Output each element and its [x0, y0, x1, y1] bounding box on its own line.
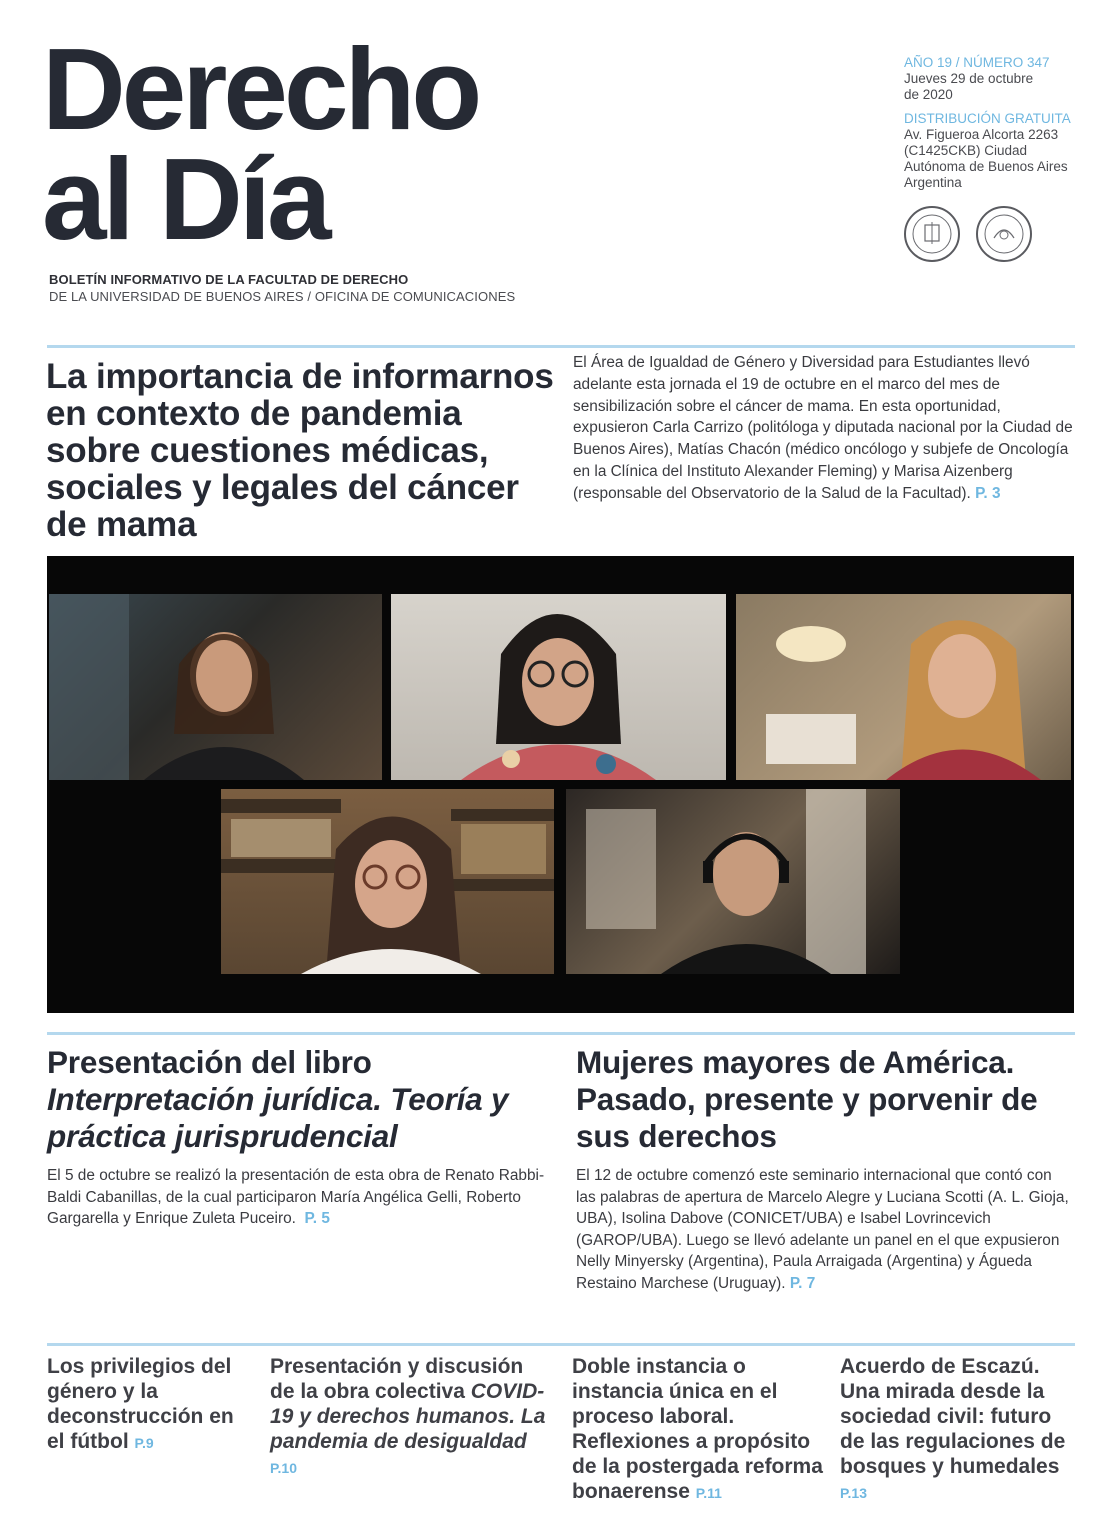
book-headline-plain: Presentación del libro [47, 1044, 372, 1080]
teaser-headline-italic: COVID-19 y derechos humanos. La pandemia de desigualdad [270, 1380, 546, 1453]
participant-tile [566, 789, 900, 974]
address-line: Argentina [904, 175, 962, 190]
teaser-labor-process[interactable] [572, 1354, 828, 1506]
teaser-page-ref: P.11 [695, 1485, 722, 1501]
book-article-body [47, 1165, 557, 1230]
lead-body [573, 352, 1073, 505]
lead-headline: La importancia de informarnos en contexto de pandemia sobre cuestiones médicas, sociales y legales del cáncer de mama [46, 357, 554, 544]
university-seal-icon [976, 206, 1032, 262]
issue-number: AÑO 19 / NÚMERO 347 [904, 55, 1050, 70]
teaser-headline: Presentación y discusión de la obra colectiva [270, 1355, 524, 1403]
participant-tile [221, 789, 554, 974]
book-headline-title: Interpretación jurídica. Teoría y práctica jurisprudencial [47, 1081, 509, 1154]
video-call-photo [47, 556, 1074, 1013]
masthead-title-line2: al Día [42, 134, 328, 264]
participant-tile [49, 594, 382, 780]
women-article [576, 1044, 1074, 1294]
lead-body-text: El Área de Igualdad de Género y Diversidad para Estudiantes llevó adelante esta jornada el 19 de octubre en el marco del mes de sensibilización sobre el cáncer de mama. En esta oportunidad, expusieron Carla Carrizo (politóloga y diputada nacional por la Ciudad de Buenos Aires), Matías Chacón (médico oncólogo y subjefe de Oncología en la Clínica del Instituto Alexander Fleming) y Marisa Aizenberg (responsable del Observatorio de la Salud de la Facultad). [573, 354, 1073, 502]
teaser-football[interactable] [47, 1354, 247, 1456]
teaser-page-ref: P.10 [270, 1460, 297, 1476]
masthead-title-line1: Derecho [42, 24, 479, 154]
address-line: Av. Figueroa Alcorta 2263 [904, 127, 1059, 142]
teaser-escazu[interactable] [840, 1354, 1072, 1506]
address-line: Autónoma de Buenos Aires [904, 159, 1068, 174]
book-article-headline [47, 1044, 557, 1155]
women-article-body [576, 1165, 1074, 1294]
issue-date-line2: de 2020 [904, 87, 953, 102]
women-body-text: El 12 de octubre comenzó este seminario internacional que contó con las palabras de apertura de Marcelo Alegre y Luciana Scotti (A. L. Gioja, UBA), Isolina Dabove (CONICET/UBA) e Isabel Lovrincevich (GAROP/UBA). Luego se llevó adelante un panel en el que expusieron Nelly Minyersky (Argentina), Paula Arraigada (Argentina) y Águeda Restaino Marchese (Uruguay). [576, 1167, 1069, 1292]
masthead-title [42, 24, 479, 264]
teaser-page-ref: P.9 [134, 1435, 154, 1451]
address-line: (C1425CKB) Ciudad [904, 143, 1028, 158]
issue-date-line1: Jueves 29 de octubre [904, 71, 1034, 86]
masthead-subtitle-regular: DE LA UNIVERSIDAD DE BUENOS AIRES / OFICINA DE COMUNICACIONES [49, 289, 516, 304]
book-article [47, 1044, 557, 1230]
participant-tile [391, 594, 726, 780]
section-divider [47, 345, 1075, 348]
section-divider [47, 1343, 1075, 1346]
distribution-label: DISTRIBUCIÓN GRATUITA [904, 111, 1071, 126]
teaser-page-ref: P.13 [840, 1485, 867, 1501]
book-page-ref: P. 5 [304, 1210, 330, 1227]
teaser-headline: Acuerdo de Escazú. Una mirada desde la sociedad civil: futuro de las regulaciones de bosques y humedales [840, 1355, 1066, 1478]
participant-tile [736, 594, 1071, 780]
issue-info [904, 55, 1071, 191]
teaser-headline: Doble instancia o instancia única en el proceso laboral. Reflexiones a propósito de la postergada reforma bonaerense [572, 1355, 823, 1503]
lead-page-ref: P. 3 [975, 484, 1001, 502]
book-body-text: El 5 de octubre se realizó la presentación de esta obra de Renato Rabbi-Baldi Cabanillas, de la cual participaron María Angélica Gelli, Roberto Gargarella y Enrique Zuleta Puceiro. [47, 1167, 545, 1227]
section-divider [47, 1032, 1075, 1035]
women-article-headline: Mujeres mayores de América. Pasado, presente y porvenir de sus derechos [576, 1044, 1038, 1154]
masthead-subtitle-bold: BOLETÍN INFORMATIVO DE LA FACULTAD DE DERECHO [49, 272, 409, 287]
faculty-seal-icon [904, 206, 960, 262]
teaser-covid-book[interactable] [270, 1354, 550, 1481]
women-page-ref: P. 7 [789, 1274, 816, 1292]
teaser-headline: Los privilegios del género y la deconstrucción en el fútbol [47, 1355, 234, 1453]
